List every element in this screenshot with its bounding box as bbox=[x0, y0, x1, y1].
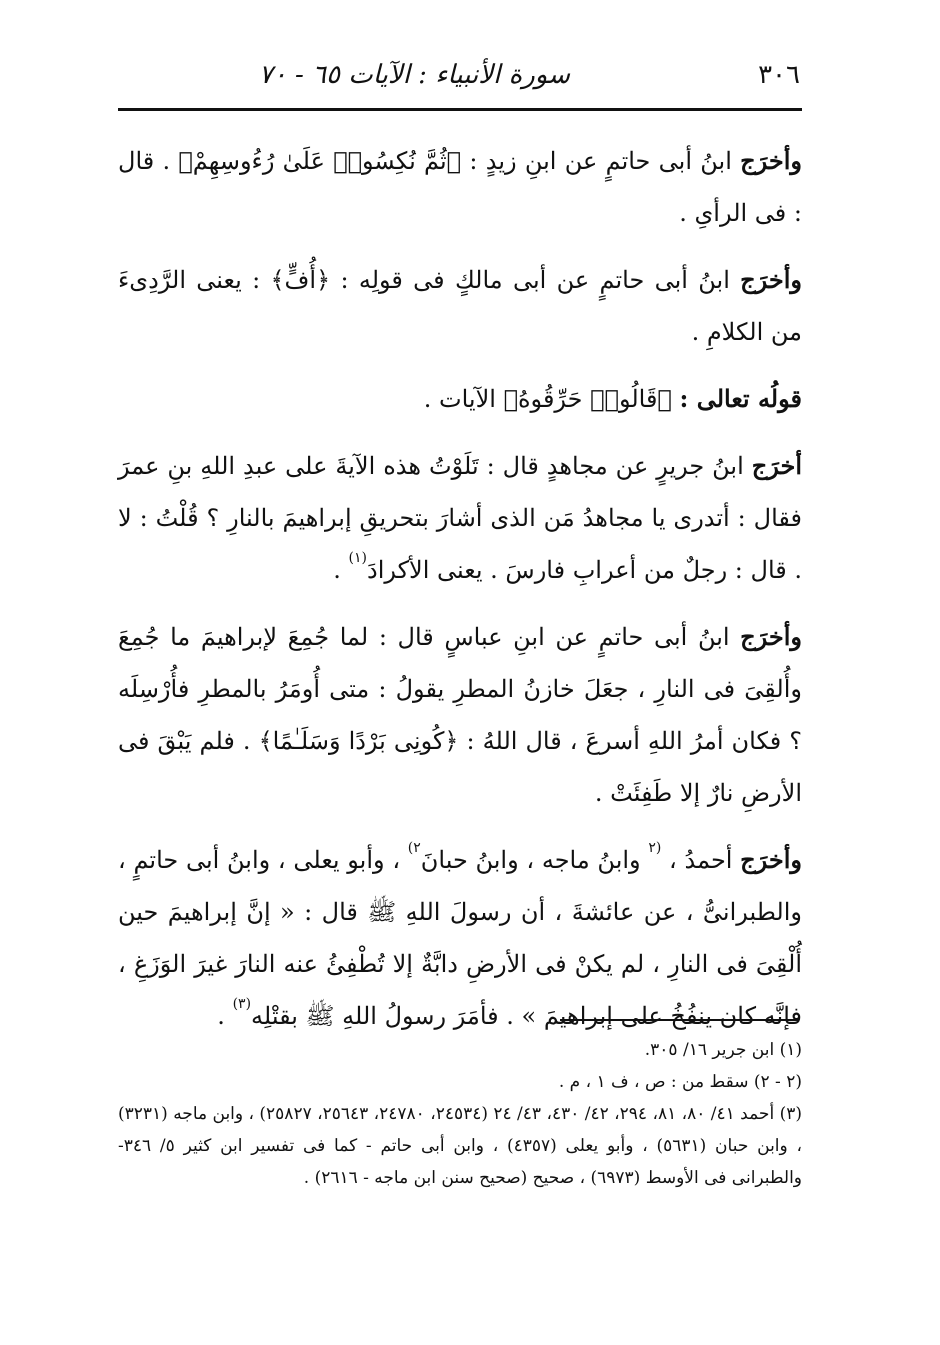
paragraph-text: الآيات . bbox=[423, 385, 504, 413]
paragraph-lead: وأخرَج bbox=[740, 146, 802, 175]
running-title: سورة الأنبياء : الآيات ٦٥ - ٧٠ bbox=[258, 60, 570, 90]
footnotes bbox=[118, 1034, 802, 1194]
paragraph-text: ابنُ جريرٍ عن مجاهدٍ قال : تَلَوْتُ هذه الآيةَ على عبدِ اللهِ بنِ عمرَ فقال : أتدرى يا مجاهدُ مَن الذى أشارَ بتحريقِ إبراهيمَ بالنارِ ؟ قُلْتُ : لا . قال : رجلٌ من أعرابِ فارسَ . يعنى الأكرادَ bbox=[118, 452, 802, 584]
footnote-marker[interactable]: (٣) bbox=[232, 996, 252, 1012]
footnote: (١) ابن جرير ١٦/ ٣٠٥. bbox=[644, 1040, 802, 1060]
quran-quote: ﴿قَالُوا۟ حَرِّقُوهُ﴾ bbox=[503, 385, 672, 413]
heading-lead: قولُه تعالى : bbox=[679, 384, 802, 413]
paragraph bbox=[118, 611, 802, 819]
footnote: (٢ - ٢) سقط من : ص ، ف ١ ، م . bbox=[558, 1072, 802, 1092]
paragraph-text: أحمدُ ، bbox=[661, 846, 741, 874]
paragraph-text: ابنُ أبى حاتمٍ عن ابنِ عباسٍ قال : لما جُمِعَ لإبراهيمَ ما جُمِعَ وأُلقِىَ فى النارِ ، جعَلَ خازنُ المطرِ يقولُ : متى أُومَرُ بالمطرِ فأُرْسِلَه ؟ فكان أمرُ اللهِ أسرعَ ، قال اللهُ : bbox=[118, 623, 802, 755]
main-text bbox=[118, 135, 802, 1057]
page-number: ٣٠٦ bbox=[758, 60, 800, 90]
paragraph bbox=[118, 135, 802, 239]
paragraph-lead: وأخرَج bbox=[740, 622, 802, 651]
paragraph-lead: أخرَج bbox=[751, 451, 802, 480]
quran-quote: ﴿كُونِى بَرْدًا وَسَلَـٰمًا﴾ bbox=[258, 727, 459, 755]
paragraph bbox=[118, 834, 802, 1042]
footnote-marker[interactable]: ٢) bbox=[407, 840, 421, 856]
page-header bbox=[118, 60, 800, 100]
paragraph-text: ابنُ أبى حاتمٍ عن ابنِ زيدٍ : bbox=[461, 147, 741, 175]
paragraph-text: . قال : فى الرأىِ . bbox=[118, 147, 802, 227]
paragraph-lead: وأخرَج bbox=[740, 845, 802, 874]
paragraph-text: ، وأبو يعلى ، وابنُ أبى حاتمٍ ، والطبرانىُّ ، عن عائشةَ ، أن رسولَ اللهِ ﷺ قال : « إنَّ إبراهيمَ حين أُلْقِىَ فى النارِ ، لم يكنْ فى الأرضِ دابَّةٌ إلا تُطْفِئُ عنه النارَ غيرَ الوَزَغِ ، فإنَّه كان ينفُخُ على إبراهيمَ » . فأمَرَ رسولُ اللهِ ﷺ بقتْلِه bbox=[118, 846, 802, 1030]
paragraph-text: . bbox=[217, 1002, 233, 1030]
footnote-marker[interactable]: (٢ bbox=[648, 840, 662, 856]
paragraph-text: . فلم يَبْقَ فى الأرضِ نارٌ إلا طَفِئَتْ . bbox=[118, 727, 802, 807]
header-rule bbox=[118, 108, 802, 111]
footnote-separator bbox=[560, 1019, 798, 1021]
section-heading bbox=[118, 373, 802, 425]
paragraph-lead: وأخرَج bbox=[740, 265, 802, 294]
paragraph bbox=[118, 254, 802, 358]
paragraph-text: . bbox=[333, 556, 349, 584]
paragraph bbox=[118, 440, 802, 596]
footnote: (٣) أحمد ٤١/ ٨٠، ٨١، ٢٩٤، ٤٢/ ٤٣٠، ٤٣/ ٢٤ (٢٤٥٣٤، ٢٤٧٨٠، ٢٥٦٤٣، ٢٥٨٢٧) ، وابن ماجه (٣٢٣١) ، وابن حبان (٥٦٣١) ، وأبو يعلى (٤٣٥٧) ، وابن أبى حاتم - كما فى تفسير ابن كثير ٥/ ٣٤٦- والطبرانى فى الأوسط (٦٩٧٣) ، صحيح (صحيح سنن ابن ماجه - ٢٦١٦) . bbox=[117, 1104, 802, 1188]
quran-quote: ﴿ثُمَّ نُكِسُوا۟ عَلَىٰ رُءُوسِهِمْ﴾ bbox=[178, 147, 462, 175]
paragraph-text: ابنُ أبى حاتمٍ عن أبى مالكٍ فى قولِه : bbox=[330, 266, 741, 294]
quran-quote: ﴿أُفٍّ﴾ bbox=[270, 266, 331, 294]
paragraph-text: وابنُ ماجه ، وابنُ حبانَ bbox=[420, 846, 649, 874]
paragraph-text: : يعنى الرَّدِىءَ من الكلامِ . bbox=[118, 266, 802, 346]
footnote-marker[interactable]: (١) bbox=[348, 550, 367, 566]
